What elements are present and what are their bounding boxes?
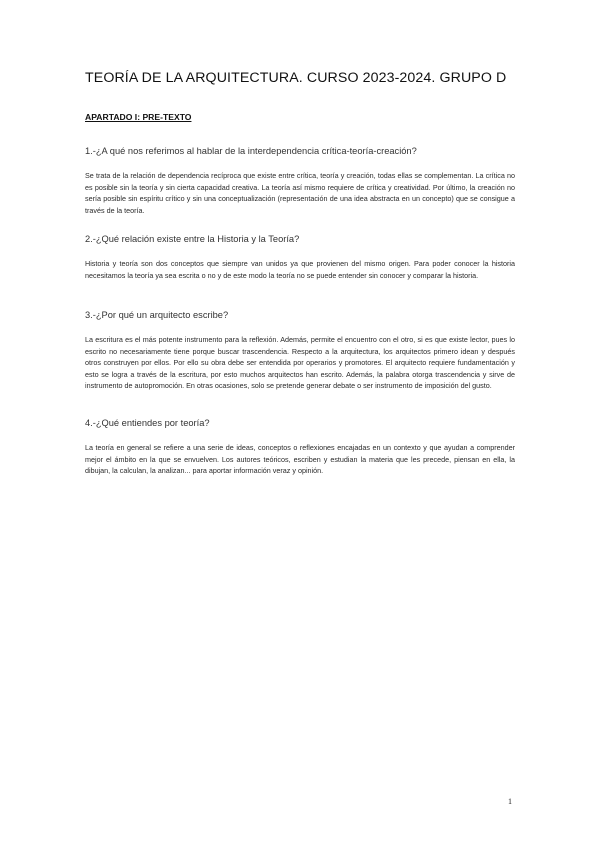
- question-block-3: [85, 310, 515, 392]
- question-1: 1.-¿A qué nos referimos al hablar de la interdependencia crítica-teoría-creación?: [85, 146, 417, 156]
- answer-2: Historia y teoría son dos conceptos que siempre van unidos ya que provienen del mismo origen. Para poder conocer la historia necesitamos la teoría ya sea escrita o no y de este modo la teoría no se puede entender sin conocer y comparar la historia.: [85, 259, 515, 280]
- answer-4: La teoría en general se refiere a una serie de ideas, conceptos o reflexiones encajadas en un contexto y que ayudan a comprender mejor el ámbito en la que se envuelven. Los autores teóricos, escriben y estudian la materia que les precede, piensan en ella, la dibujan, la calculan, la analizan... para aportar información veraz y opinión.: [85, 443, 515, 476]
- question-block-2: [85, 234, 515, 281]
- answer-1: Se trata de la relación de dependencia recíproca que existe entre crítica, teoría y creación, todas ellas se complementan. La crítica no es posible sin la teoría y sin cierta capacidad creativa. La teoría así mismo requiere de crítica y creatividad. Por último, la creación no sería posible sin espíritu crítico y sin una conceptualización (representación de una idea abstracta en un concepto) que se consigue a través de la teoría.: [85, 171, 515, 215]
- page-number: 1: [508, 797, 512, 806]
- question-block-1: [85, 146, 515, 216]
- question-2: 2.-¿Qué relación existe entre la Historia y la Teoría?: [85, 234, 300, 244]
- section-heading: APARTADO I: PRE-TEXTO: [85, 112, 192, 122]
- document-title: TEORÍA DE LA ARQUITECTURA. CURSO 2023-2024. GRUPO D: [85, 70, 507, 86]
- question-4: 4.-¿Qué entiendes por teoría?: [85, 418, 210, 428]
- answer-3: La escritura es el más potente instrumento para la reflexión. Además, permite el encuentro con el otro, si es que existe lector, pues lo escrito no necesariamente tiene porque buscar trascendencia. Respecto a la arquitectura, los arquitectos primero idean y después otros construyen por ellos. Por ello su obra debe ser entendida por operarios y promotores. El arquitecto requiere fundamentación y esto se logra a través de la escritura, por esto muchos arquitectos han escrito. Además, la palabra otorga trascendencia y sirve de instrumento de autopromoción. En otras ocasiones, solo se pretende generar debate o ser instrumento de imposición del gusto.: [85, 335, 515, 391]
- question-3: 3.-¿Por qué un arquitecto escribe?: [85, 310, 229, 320]
- question-block-4: [85, 418, 515, 477]
